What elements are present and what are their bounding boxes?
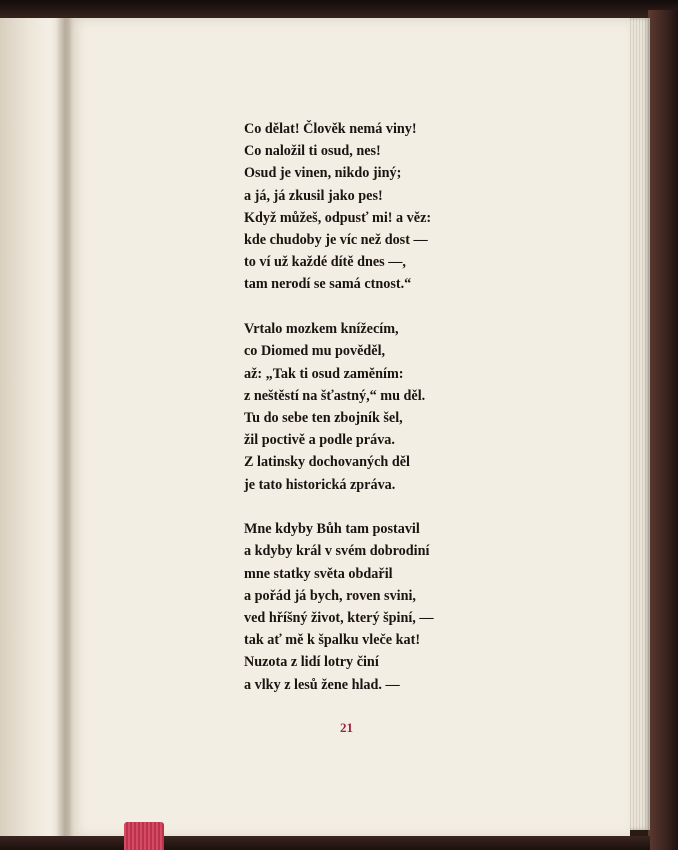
poem-line: Co naložil ti osud, nes! — [244, 143, 381, 160]
poem-text — [244, 118, 574, 718]
poem-line: a vlky z lesů žene hlad. — — [244, 676, 400, 693]
page-number: 21 — [340, 720, 353, 735]
poem-line: z neštěstí na šťastný,“ mu děl. — [244, 387, 426, 404]
book-gutter — [56, 18, 74, 840]
poem-line: a pořád já bych, roven svini, — [244, 587, 416, 604]
stanza-1 — [244, 118, 574, 296]
bookmark-ribbon[interactable] — [124, 822, 164, 850]
poem-line: tak ať mě k špalku vleče kat! — [244, 632, 421, 649]
book-cover-right — [648, 10, 678, 850]
poem-line: Tu do sebe ten zbojník šel, — [244, 409, 403, 426]
stanza-2 — [244, 318, 574, 496]
poem-line: Z latinsky dochovaných děl — [244, 454, 410, 471]
poem-line: žil poctivě a podle práva. — [244, 432, 395, 449]
poem-line: Vrtalo mozkem knížecím, — [244, 321, 399, 338]
poem-line: a já, já zkusil jako pes! — [244, 187, 383, 204]
poem-line: Osud je vinen, nikdo jiný; — [244, 165, 402, 182]
poem-line: to ví už každé dítě dnes —, — [244, 254, 406, 271]
poem-line: co Diomed mu pověděl, — [244, 343, 386, 360]
page-edges — [628, 18, 650, 830]
poem-line: až: „Tak ti osud zaměním: — [244, 365, 404, 382]
poem-line: a kdyby král v svém dobrodiní — [244, 543, 430, 560]
poem-line: mne statky světa obdařil — [244, 565, 393, 582]
poem-line: Co dělat! Člověk nemá viny! — [244, 121, 417, 137]
poem-line: je tato historická zpráva. — [244, 476, 396, 493]
poem-line: tam nerodí se samá ctnost.“ — [244, 276, 412, 293]
poem-line: Nuzota z lidí lotry činí — [244, 654, 379, 671]
book-cover-top — [0, 0, 678, 20]
poem-line: Když můžeš, odpusť mi! a věz: — [244, 209, 432, 226]
stanza-3 — [244, 518, 574, 696]
poem-line: Mne kdyby Bůh tam postavil — [244, 521, 420, 538]
poem-line: ved hříšný život, který špiní, — — [244, 610, 434, 627]
book-cover-bottom — [0, 836, 650, 850]
poem-line: kde chudoby je víc než dost — — [244, 232, 428, 249]
